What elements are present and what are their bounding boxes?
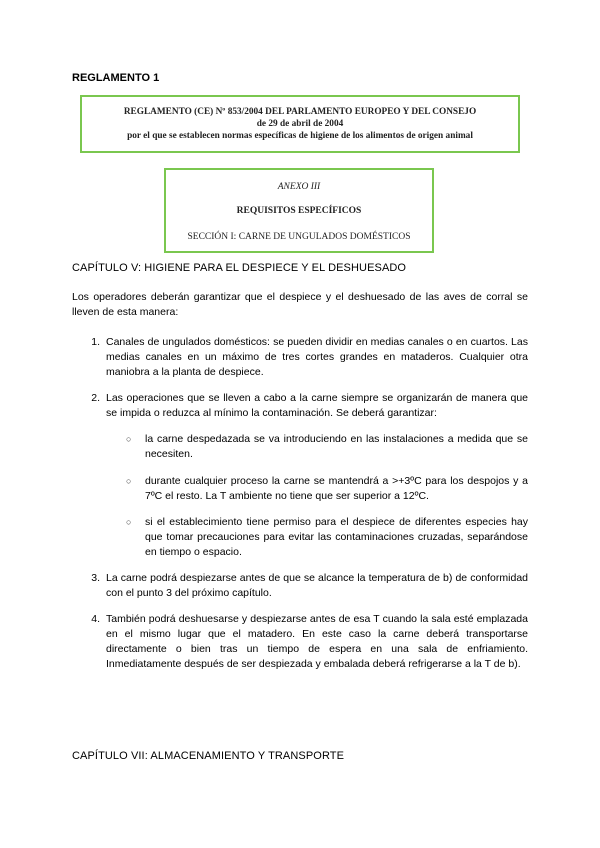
- intro-paragraph: Los operadores deberán garantizar que el despiece y el deshuesado de las aves de corral se lleven de esta manera:: [72, 291, 528, 318]
- regulation-header-box: [80, 95, 520, 153]
- circle-bullet-icon: ○: [126, 517, 132, 527]
- regulation-line-1: REGLAMENTO (CE) Nº 853/2004 DEL PARLAMENTO EUROPEO Y DEL CONSEJO: [123, 107, 477, 117]
- sub-item-3: si el establecimiento tiene permiso para el despiece de diferentes especies hay que tomar precauciones para evitar las contaminaciones cruzadas, separándose en tiempo o espacio.: [145, 516, 528, 558]
- chapter-5-heading: CAPÍTULO V: HIGIENE PARA EL DESPIECE Y EL DESHUESADO: [72, 262, 407, 274]
- document-title: REGLAMENTO 1: [72, 72, 160, 84]
- regulation-line-3: por el que se establecen normas específicas de higiene de los alimentos de origen animal: [127, 131, 473, 141]
- circle-bullet-icon: ○: [126, 476, 132, 486]
- list-item-2: Las operaciones que se lleven a cabo a la carne siempre se organizarán de manera que se impida o reduzca al mínimo la contaminación. Se deberá garantizar:: [106, 392, 528, 419]
- item-number-2: 2.: [91, 392, 100, 404]
- circle-bullet-icon: ○: [126, 434, 132, 444]
- chapter-7-heading: CAPÍTULO VII: ALMACENAMIENTO Y TRANSPORTE: [72, 750, 345, 762]
- list-item-3: La carne podrá despiezarse antes de que se alcance la temperatura de b) de conformidad con el punto 3 del próximo capítulo.: [106, 572, 528, 599]
- list-item-1: Canales de ungulados domésticos: se pueden dividir en medias canales o en cuartos. Las medias canales en un máximo de tres cortes grandes en mataderos. Cualquier otra maniobra a la planta de despiece.: [106, 336, 528, 378]
- sub-item-1: la carne despedazada se va introduciendo en las instalaciones a medida que se necesiten.: [145, 433, 528, 460]
- annex-line-1: ANEXO III: [277, 182, 321, 192]
- item-number-4: 4.: [91, 613, 100, 625]
- list-item-4: También podrá deshuesarse y despiezarse antes de esa T cuando la sala esté emplazada en el mismo lugar que el matadero. En este caso la carne deberá transportarse directamente o bien tras un tiempo de espera en una sala de enfriamiento. Inmediatamente después de ser despiezada y embalada deberá refrigerarse a la T de b).: [106, 613, 528, 670]
- annex-header-box: [164, 168, 434, 253]
- item-number-1: 1.: [91, 336, 100, 348]
- item-number-3: 3.: [91, 572, 100, 584]
- annex-line-3: SECCIÓN I: CARNE DE UNGULADOS DOMÉSTICOS: [187, 232, 411, 242]
- annex-line-2: REQUISITOS ESPECÍFICOS: [236, 206, 362, 216]
- regulation-line-2: de 29 de abril de 2004: [256, 119, 344, 129]
- sub-item-2: durante cualquier proceso la carne se mantendrá a >+3ºC para los despojos y a 7ºC el resto. La T ambiente no tiene que ser superior a 12ºC.: [145, 475, 528, 502]
